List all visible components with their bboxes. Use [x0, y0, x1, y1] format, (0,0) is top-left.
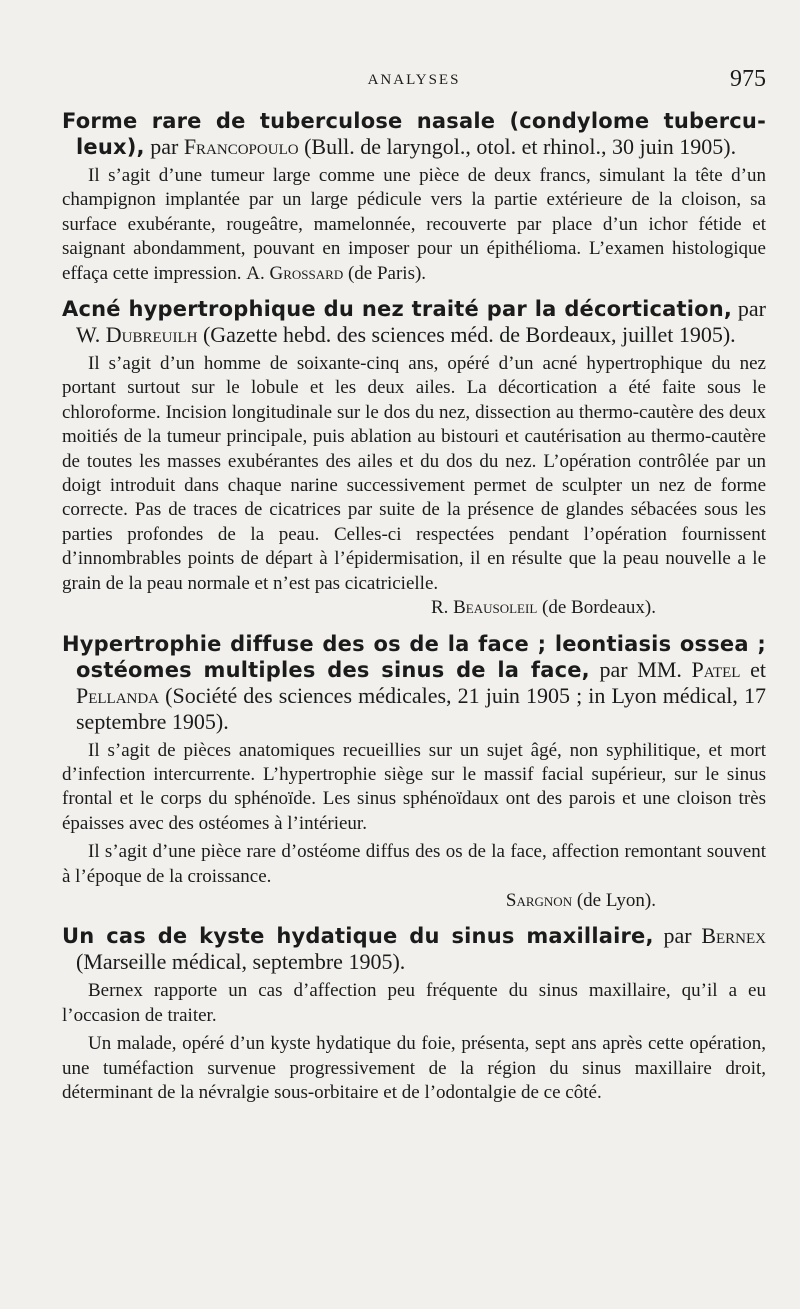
abstract-title	[62, 108, 766, 160]
paragraph-text: Il s’agit d’une tumeur large comme une pièce de deux francs, simulant la tête d’un champignon implantée par un large pédicule vers la partie extérieure de la cloison, sa surface exubérante, rougeâtre, mamelonnée, recouverte par place d’un ichor fétide et saignant abondamment, pouvant en imposer pour un épithélioma. L’examen histologique effaça cette impression.	[62, 165, 766, 284]
abstract-paragraph: Un malade, opéré d’un kyste hydatique du foie, présenta, sept ans après cette opération, une tuméfaction survenue progressivement de la région du sinus maxillaire droit, déterminant de la névralgie sous-orbitaire et de l’odontalgie de ce côté.	[62, 1033, 766, 1103]
abstract-signature	[62, 596, 766, 620]
abstract-paragraph: Il s’agit d’une pièce rare d’ostéome diffus des os de la face, affection remontant souvent à l’époque de la croissance.	[62, 841, 766, 887]
signature-place: (de Bordeaux).	[537, 597, 656, 619]
author-name: Francopoulo	[183, 134, 299, 159]
running-title: ANALYSES	[367, 72, 461, 88]
abstract-signature	[62, 889, 766, 913]
source-reference: (Société des sciences médicales, 21 juin 1905 ; in Lyon médical, 17 septembre 1905).	[76, 682, 766, 734]
title-text: Forme rare de tuberculose nasale (condylome tubercu-leux),	[62, 109, 766, 159]
author-name: Dubreuilh	[105, 322, 198, 348]
abstract-title	[62, 923, 766, 975]
title-by: par W.	[76, 296, 766, 348]
source-reference: (Marseille médical, septembre 1905).	[76, 949, 406, 975]
title-by: par	[144, 134, 184, 159]
page-header	[62, 60, 766, 102]
abstract-paragraph: Il s’agit d’un homme de soixante-cinq ans, opéré d’un acné hypertrophique du nez portant surtout sur le lobule et les deux ailes. La décortication a été faite sous le chloroforme. Incision longitudinale sur le dos du nez, dissection au thermo-cautère des deux moitiés de la tumeur principale, puis ablation au bistouri et cautérisation au thermo-cautère de toutes les masses exubérantes des ailes et du dos du nez. L’opération contrôlée par un doigt introduit dans chaque narine successivement permet de sculpter un nez de forme correcte. Pas de traces de cicatrices par suite de la présence de glandes sébacées sous les parties profondes de la peau. Celles-ci respectées pendant l’opération fournissent d’innombrables points de départ à l’épidermisation, il en résulte que la peau nouvelle a le grain de la peau normale et n’est pas cicatricielle.	[62, 353, 766, 594]
abstract-3	[62, 631, 766, 914]
author-join: et	[740, 656, 766, 682]
title-by: par	[653, 923, 702, 949]
abstract-4	[62, 923, 766, 1105]
author-name: Patel	[691, 656, 741, 682]
abstract-paragraph: Il s’agit de pièces anatomiques recueillies sur un sujet âgé, non syphilitique, et mort d’infection intercurrente. L’hypertrophie siège sur le massif facial supérieur, sur le sinus frontal et le corps du sphénoïde. Les sinus sphénoïdaux ont des parois et une cloison très épaisses avec des ostéomes à l’intérieur.	[62, 739, 766, 834]
source-reference: (Gazette hebd. des sciences méd. de Bordeaux, juillet 1905).	[197, 322, 736, 348]
abstract-title	[62, 296, 766, 348]
signature-name: R. Beausoleil	[430, 597, 538, 619]
signature-name: A. Grossard	[246, 262, 344, 284]
abstract-1	[62, 108, 766, 286]
abstract-2	[62, 296, 766, 620]
title-text: Un cas de kyste hydatique du sinus maxillaire,	[62, 924, 654, 949]
title-text: Hypertrophie diffuse des os de la face ; leontiasis ossea ; ostéomes multiples des sinus de la face,	[62, 631, 766, 682]
source-reference: (Bull. de laryngol., otol. et rhinol., 30 juin 1905).	[298, 134, 737, 159]
signature-place: (de Paris).	[343, 262, 427, 284]
abstract-paragraph: Bernex rapporte un cas d’affection peu fréquente du sinus maxillaire, qu’il a eu l’occasion de traiter.	[62, 980, 766, 1026]
abstract-paragraph	[62, 164, 766, 286]
author-name-2: Pellanda	[76, 682, 160, 708]
signature-name: Sargnon	[505, 889, 573, 911]
author-name: Bernex	[701, 923, 767, 949]
signature-place: (de Lyon).	[572, 889, 656, 911]
page-number: 975	[730, 66, 766, 92]
title-by: par MM.	[589, 656, 692, 682]
abstract-title	[62, 631, 766, 735]
title-text: Acné hypertrophique du nez traité par la décortication,	[62, 297, 733, 322]
